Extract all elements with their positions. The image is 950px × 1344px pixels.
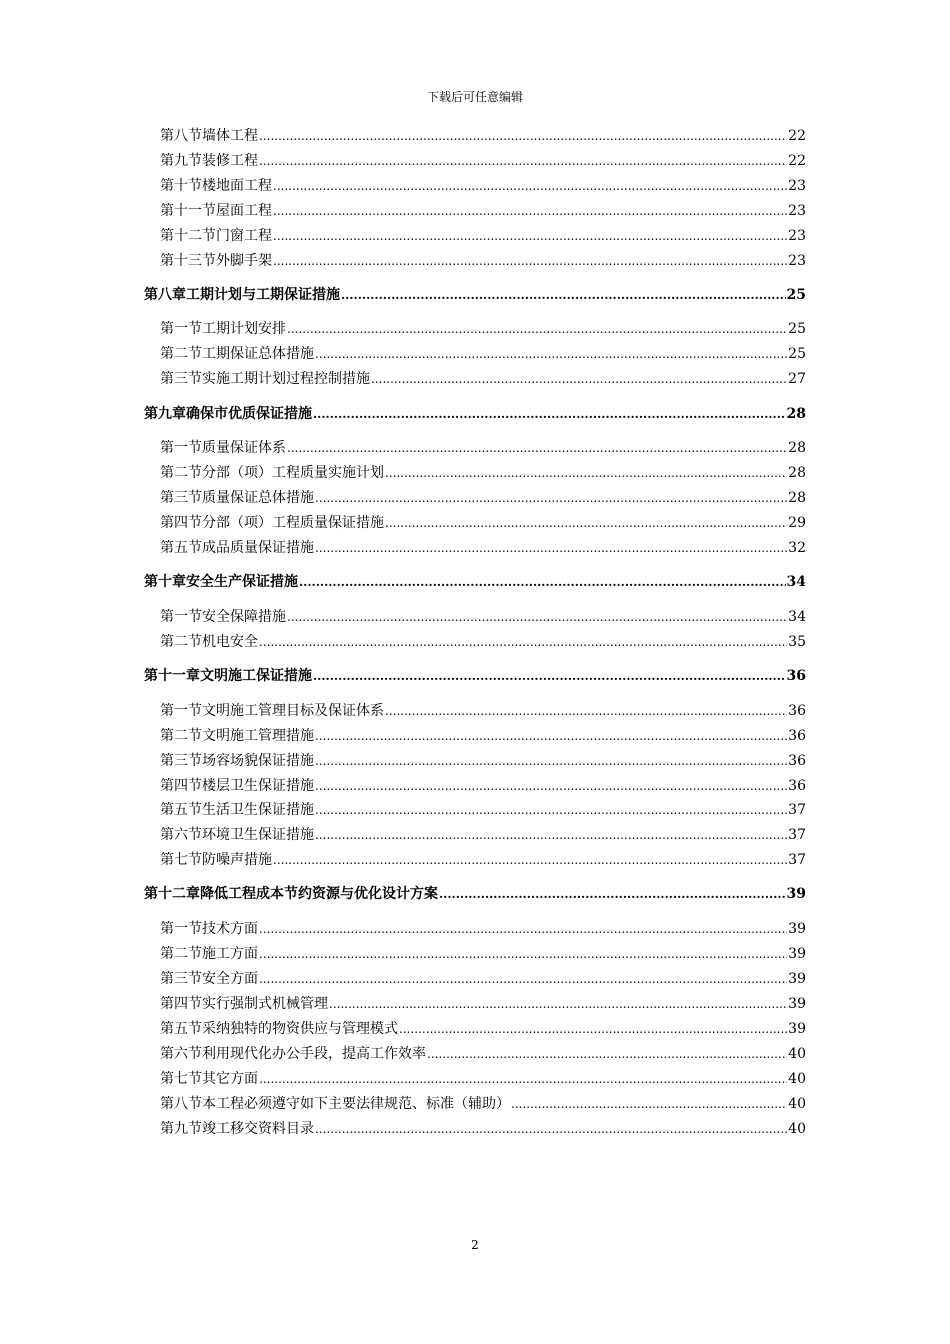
toc-entry-page: 27 [788,371,806,387]
toc-dot-leader [315,752,787,770]
toc-entry-page: 40 [788,1121,806,1137]
toc-dot-leader [315,777,787,795]
toc-dot-leader [273,227,787,245]
toc-dot-leader [315,489,787,507]
toc-entry-title: 第七节防噪声措施 [160,852,272,868]
toc-section-entry[interactable] [160,970,806,988]
toc-dot-leader [385,702,787,720]
toc-section-entry[interactable] [160,777,806,795]
toc-entry-page: 28 [788,490,806,506]
toc-entry-page: 39 [788,1021,806,1037]
toc-dot-leader [259,920,787,938]
toc-entry-title: 第十一节屋面工程 [160,203,272,219]
toc-entry-page: 36 [788,703,806,719]
toc-dot-leader [273,177,787,195]
toc-chapter-entry[interactable] [144,885,806,903]
toc-dot-leader [259,633,787,651]
toc-dot-leader [259,1070,787,1088]
toc-dot-leader [341,286,786,304]
toc-section-entry[interactable] [160,1120,806,1138]
toc-entry-title: 第四节楼层卫生保证措施 [160,778,314,794]
toc-entry-page: 37 [788,827,806,843]
toc-dot-leader [259,970,787,988]
toc-entry-title: 第二节施工方面 [160,946,258,962]
toc-entry-title: 第三节场容场貌保证措施 [160,753,314,769]
toc-entry-page: 40 [788,1096,806,1112]
toc-entry-title: 第十二节门窗工程 [160,228,272,244]
toc-dot-leader [439,885,786,903]
toc-section-entry[interactable] [160,320,806,338]
toc-entry-title: 第二节文明施工管理措施 [160,728,314,744]
toc-section-entry[interactable] [160,177,806,195]
toc-dot-leader [287,608,787,626]
toc-entry-title: 第十三节外脚手架 [160,253,272,269]
toc-entry-page: 40 [788,1071,806,1087]
toc-entry-title: 第一节安全保障措施 [160,609,286,625]
toc-dot-leader [315,345,787,363]
toc-entry-page: 39 [788,921,806,937]
toc-section-entry[interactable] [160,801,806,819]
toc-entry-page: 36 [786,668,806,684]
toc-section-entry[interactable] [160,514,806,532]
toc-chapter-entry[interactable] [144,667,806,685]
toc-entry-page: 34 [786,574,806,590]
toc-entry-title: 第五节生活卫生保证措施 [160,802,314,818]
toc-entry-page: 36 [788,753,806,769]
toc-entry-title: 第七节其它方面 [160,1071,258,1087]
toc-dot-leader [259,945,787,963]
toc-entry-page: 39 [786,886,806,902]
toc-entry-page: 37 [788,802,806,818]
toc-entry-page: 28 [786,406,806,422]
toc-dot-leader [371,370,787,388]
toc-dot-leader [511,1095,787,1113]
toc-entry-title: 第八章工期计划与工期保证措施 [144,287,340,303]
toc-entry-page: 32 [788,540,806,556]
toc-entry-title: 第四节实行强制式机械管理 [160,996,328,1012]
toc-section-entry[interactable] [160,1070,806,1088]
toc-section-entry[interactable] [160,127,806,145]
toc-entry-page: 29 [788,515,806,531]
toc-entry-title: 第二节机电安全 [160,634,258,650]
toc-entry-page: 36 [788,728,806,744]
toc-dot-leader [313,667,786,685]
toc-section-entry[interactable] [160,370,806,388]
toc-section-entry[interactable] [160,1095,806,1113]
toc-entry-page: 25 [788,346,806,362]
toc-section-entry[interactable] [160,851,806,869]
toc-entry-page: 35 [788,634,806,650]
toc-entry-page: 40 [788,1046,806,1062]
toc-entry-page: 28 [788,440,806,456]
toc-entry-title: 第八节墙体工程 [160,128,258,144]
toc-entry-page: 34 [788,609,806,625]
toc-dot-leader [399,1020,787,1038]
toc-dot-leader [315,539,787,557]
toc-entry-title: 第六节环境卫生保证措施 [160,827,314,843]
toc-section-entry[interactable] [160,152,806,170]
toc-section-entry[interactable] [160,702,806,720]
toc-dot-leader [287,439,787,457]
toc-entry-title: 第三节实施工期计划过程控制措施 [160,371,370,387]
toc-entry-page: 25 [786,287,806,303]
toc-section-entry[interactable] [160,439,806,457]
toc-entry-title: 第一节技术方面 [160,921,258,937]
toc-entry-title: 第十章安全生产保证措施 [144,574,298,590]
toc-entry-page: 23 [788,203,806,219]
toc-entry-page: 23 [788,253,806,269]
toc-chapter-entry[interactable] [144,573,806,591]
toc-entry-page: 39 [788,971,806,987]
toc-dot-leader [315,1120,787,1138]
toc-entry-title: 第十二章降低工程成本节约资源与优化设计方案 [144,886,438,902]
toc-dot-leader [259,152,787,170]
toc-dot-leader [315,801,787,819]
toc-entry-title: 第八节本工程必须遵守如下主要法律规范、标准（辅助） [160,1096,510,1112]
toc-section-entry[interactable] [160,608,806,626]
toc-entry-title: 第九节装修工程 [160,153,258,169]
toc-section-entry[interactable] [160,464,806,482]
toc-entry-page: 37 [788,852,806,868]
toc-dot-leader [385,464,787,482]
toc-dot-leader [315,727,787,745]
toc-dot-leader [313,405,786,423]
toc-section-entry[interactable] [160,633,806,651]
toc-section-entry[interactable] [160,727,806,745]
toc-dot-leader [427,1045,787,1063]
toc-section-entry[interactable] [160,345,806,363]
toc-entry-title: 第三节质量保证总体措施 [160,490,314,506]
toc-section-entry[interactable] [160,920,806,938]
toc-dot-leader [273,202,787,220]
toc-entry-title: 第五节成品质量保证措施 [160,540,314,556]
toc-entry-page: 39 [788,946,806,962]
toc-entry-page: 23 [788,228,806,244]
toc-section-entry[interactable] [160,995,806,1013]
toc-section-entry[interactable] [160,252,806,270]
toc-section-entry[interactable] [160,1045,806,1063]
toc-dot-leader [273,851,787,869]
toc-entry-title: 第六节利用现代化办公手段，提高工作效率 [160,1046,426,1062]
toc-entry-title: 第九章确保市优质保证措施 [144,406,312,422]
toc-entry-page: 28 [788,465,806,481]
toc-dot-leader [287,320,787,338]
toc-entry-page: 39 [788,996,806,1012]
toc-section-entry[interactable] [160,489,806,507]
toc-section-entry[interactable] [160,826,806,844]
toc-entry-title: 第三节安全方面 [160,971,258,987]
page-number: 2 [471,1238,479,1252]
toc-entry-title: 第十节楼地面工程 [160,178,272,194]
toc-dot-leader [329,995,787,1013]
toc-chapter-entry[interactable] [144,286,806,304]
toc-entry-page: 22 [788,128,806,144]
toc-section-entry[interactable] [160,945,806,963]
toc-dot-leader [273,252,787,270]
toc-dot-leader [385,514,787,532]
toc-entry-title: 第五节采纳独特的物资供应与管理模式 [160,1021,398,1037]
toc-entry-page: 25 [788,321,806,337]
toc-section-entry[interactable] [160,1020,806,1038]
toc-entry-title: 第二节工期保证总体措施 [160,346,314,362]
page-header: 下载后可任意编辑 [426,90,523,104]
toc-entry-page: 36 [788,778,806,794]
toc-entry-title: 第二节分部（项）工程质量实施计划 [160,465,384,481]
toc-section-entry[interactable] [160,202,806,220]
toc-entry-title: 第四节分部（项）工程质量保证措施 [160,515,384,531]
toc-section-entry[interactable] [160,539,806,557]
toc-entry-title: 第十一章文明施工保证措施 [144,668,312,684]
toc-entry-title: 第一节文明施工管理目标及保证体系 [160,703,384,719]
toc-entry-page: 23 [788,178,806,194]
toc-entry-page: 22 [788,153,806,169]
toc-dot-leader [315,826,787,844]
toc-entry-title: 第一节质量保证体系 [160,440,286,456]
toc-section-entry[interactable] [160,227,806,245]
toc-section-entry[interactable] [160,752,806,770]
toc-entry-title: 第九节竣工移交资料目录 [160,1121,314,1137]
toc-dot-leader [259,127,787,145]
toc-chapter-entry[interactable] [144,405,806,423]
toc-entry-title: 第一节工期计划安排 [160,321,286,337]
toc-dot-leader [299,573,786,591]
